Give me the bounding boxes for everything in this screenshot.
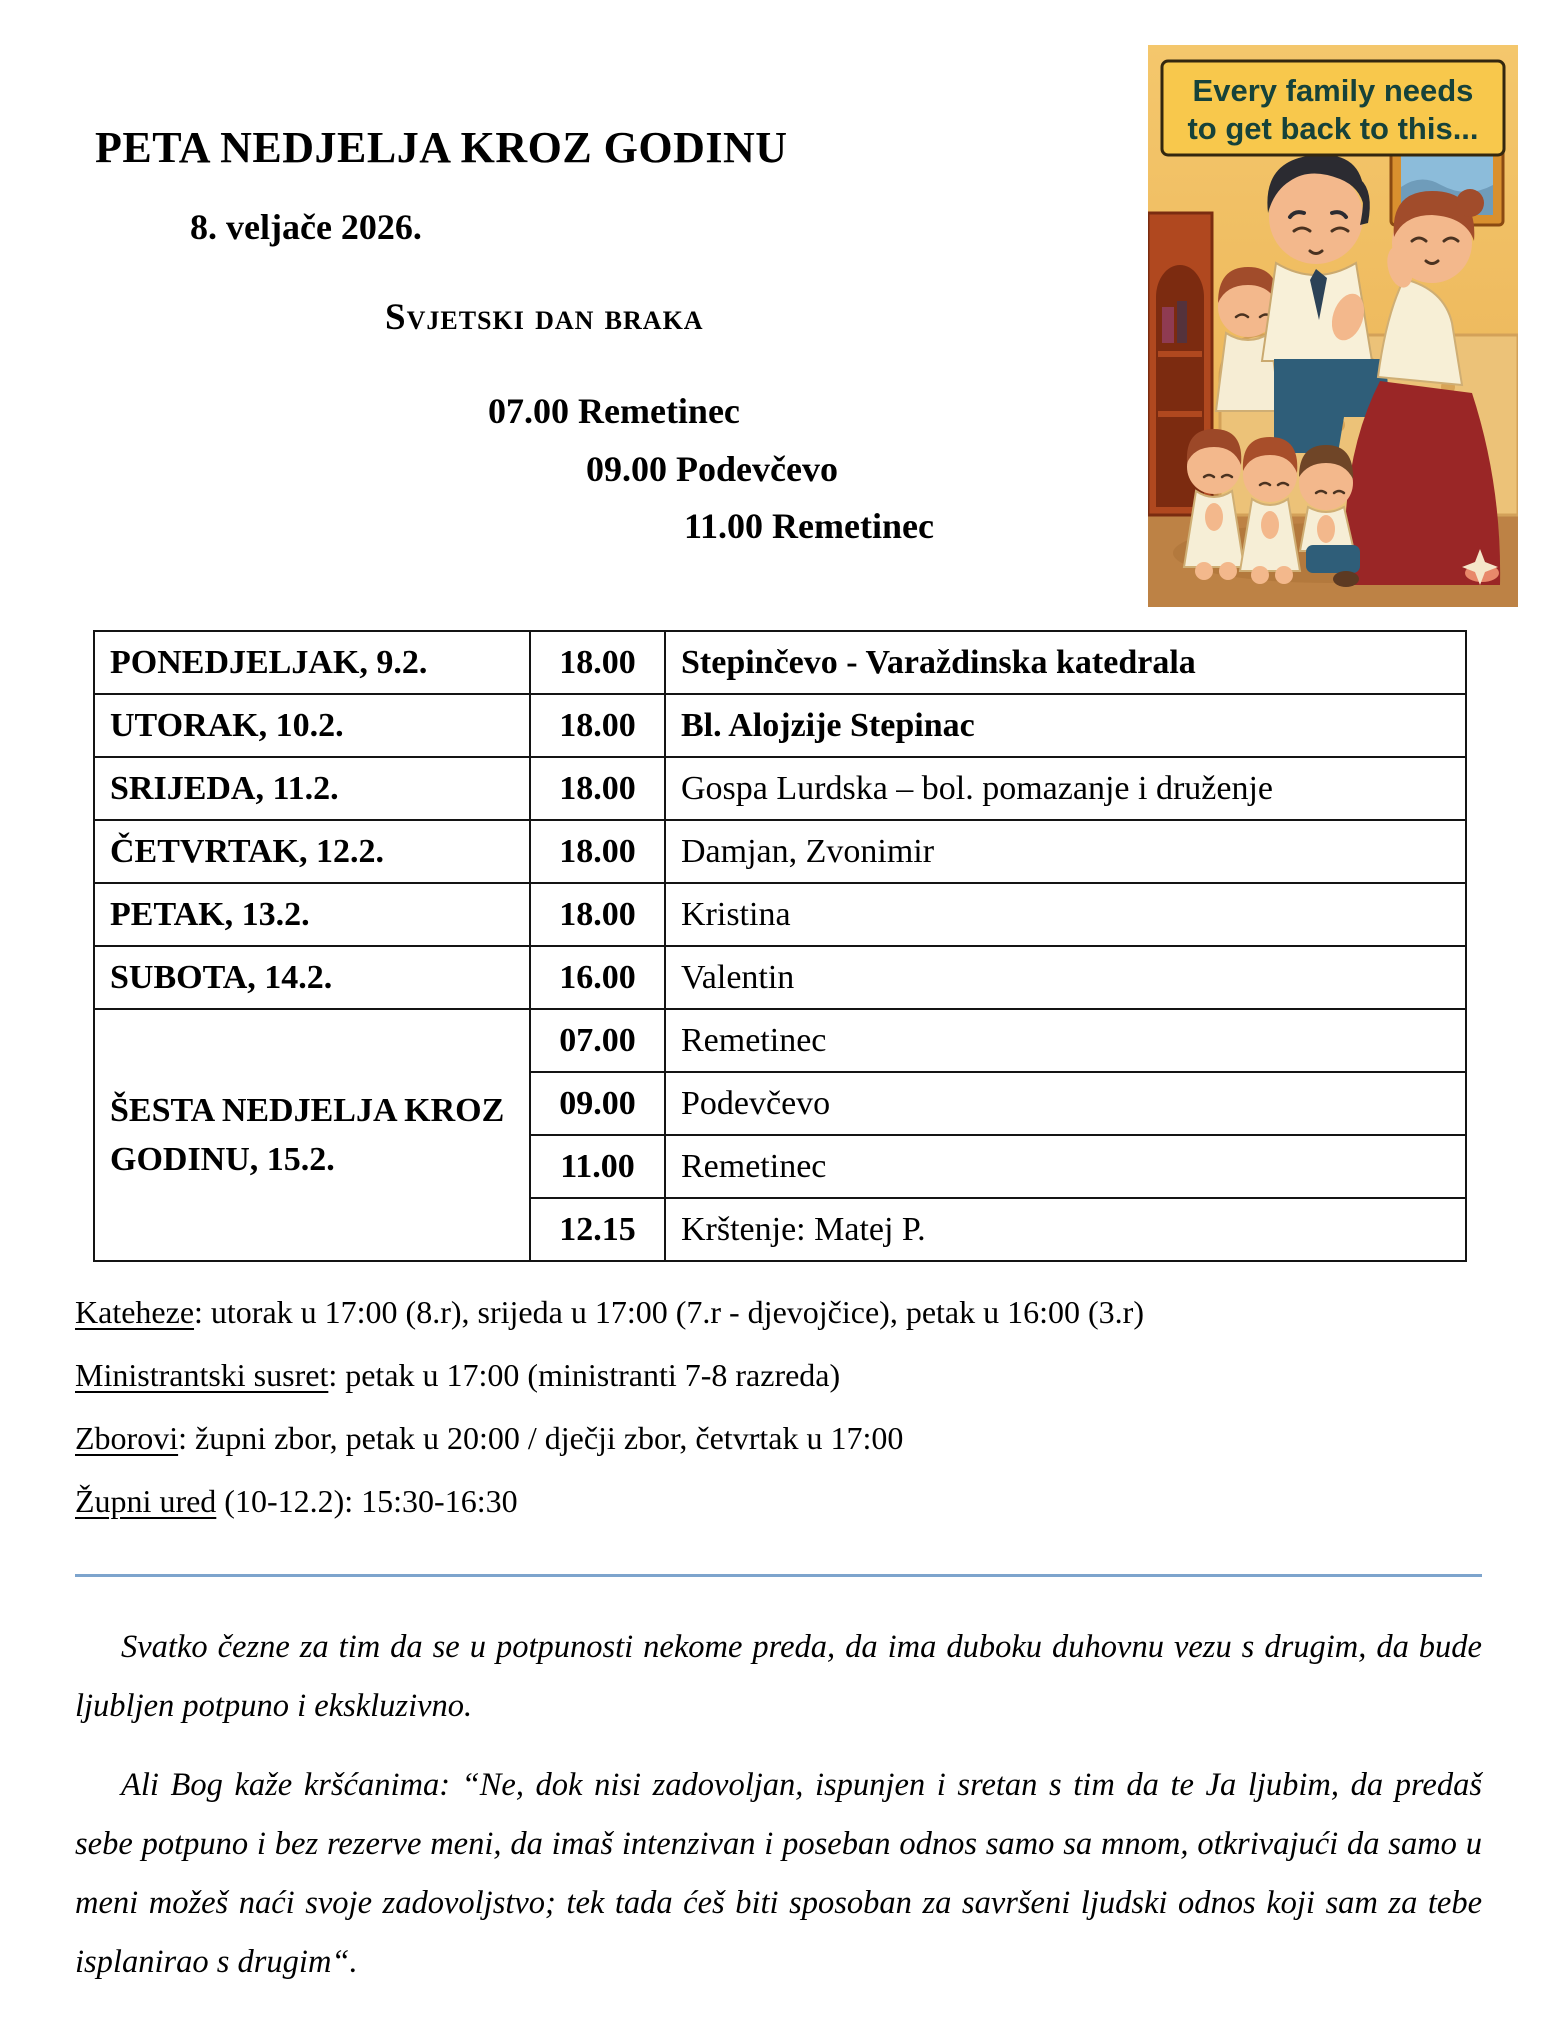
time-cell: 18.00 <box>530 694 665 757</box>
note-text: (10-12.2): 15:30-16:30 <box>216 1483 518 1519</box>
day-cell: UTORAK, 10.2. <box>94 694 530 757</box>
note-text: : petak u 17:00 (ministranti 7-8 razreda) <box>328 1357 841 1393</box>
reflection-paragraph-2: Ali Bog kaže kršćanima: “Ne, dok nisi zadovoljan, ispunjen i sretan s tim da te Ja ljubim, da predaš sebe potpuno i bez rezerve meni, da imaš intenzivan i poseban odnos samo sa mnom, otkrivajući da samo u meni možeš naći svoje zadovoljstvo; tek tada ćeš biti sposoban za savršeni ljudski odnos koji sam za tebe isplanirao s drugim“. <box>75 1767 1482 1980</box>
table-row <box>94 1009 1466 1072</box>
time-cell: 18.00 <box>530 820 665 883</box>
poster-text-line1: Every family needs <box>1192 73 1474 108</box>
desc-cell: Bl. Alojzije Stepinac <box>665 694 1466 757</box>
mass-time: 11.00 <box>684 506 764 546</box>
reflection-paragraph-1: Svatko čezne za tim da se u potpunosti nekome preda, da ima duboku duhovnu vezu s drugim, da bude ljubljen potpuno i ekskluzivno. <box>75 1629 1482 1724</box>
desc-cell: Remetinec <box>665 1135 1466 1198</box>
note-text: : utorak u 17:00 (8.r), srijeda u 17:00 (7.r - djevojčice), petak u 16:00 (3.r) <box>194 1294 1144 1330</box>
time-cell: 18.00 <box>530 757 665 820</box>
table-row <box>94 757 1466 820</box>
note-label: Kateheze <box>75 1294 195 1330</box>
day-cell: SUBOTA, 14.2. <box>94 946 530 1009</box>
time-cell: 18.00 <box>530 631 665 694</box>
note-kateheze <box>75 1294 1144 1331</box>
mass-time-line <box>684 505 934 547</box>
subtitle-world-marriage-day: Svjetski dan braka <box>385 297 704 338</box>
day-cell: PONEDJELJAK, 9.2. <box>94 631 530 694</box>
mass-place: Podevčevo <box>676 449 838 489</box>
desc-cell: Gospa Lurdska – bol. pomazanje i druženje <box>665 757 1466 820</box>
weekly-schedule-table <box>93 630 1467 1262</box>
note-label: Ministrantski susret <box>75 1357 329 1393</box>
table-row <box>94 883 1466 946</box>
note-text: : župni zbor, petak u 20:00 / dječji zbor, četvrtak u 17:00 <box>178 1420 904 1456</box>
desc-cell: Damjan, Zvonimir <box>665 820 1466 883</box>
desc-cell: Krštenje: Matej P. <box>665 1198 1466 1261</box>
time-cell: 18.00 <box>530 883 665 946</box>
family-prayer-poster-image <box>1148 45 1518 607</box>
mass-place: Remetinec <box>772 506 934 546</box>
mass-time-line <box>586 448 838 490</box>
time-cell: 09.00 <box>530 1072 665 1135</box>
mass-time-line <box>488 390 740 432</box>
desc-cell: Podevčevo <box>665 1072 1466 1135</box>
desc-cell: Kristina <box>665 883 1466 946</box>
parish-notes <box>75 1294 1144 1546</box>
day-cell: SRIJEDA, 11.2. <box>94 757 530 820</box>
mass-place: Remetinec <box>578 391 740 431</box>
time-cell: 07.00 <box>530 1009 665 1072</box>
note-label: Zborovi <box>75 1420 179 1456</box>
date-line: 8. veljače 2026. <box>190 207 422 247</box>
table-row <box>94 820 1466 883</box>
time-cell: 16.00 <box>530 946 665 1009</box>
desc-cell: Remetinec <box>665 1009 1466 1072</box>
desc-cell: Valentin <box>665 946 1466 1009</box>
day-cell: PETAK, 13.2. <box>94 883 530 946</box>
note-ministranti <box>75 1357 1144 1394</box>
mass-time: 09.00 <box>586 449 667 489</box>
note-label: Župni ured <box>75 1483 217 1519</box>
table-row <box>94 946 1466 1009</box>
table-row <box>94 694 1466 757</box>
family-prayer-illustration <box>1148 45 1518 607</box>
desc-cell: Stepinčevo - Varaždinska katedrala <box>665 631 1466 694</box>
section-divider <box>75 1574 1482 1577</box>
table-row <box>94 631 1466 694</box>
mass-time: 07.00 <box>488 391 569 431</box>
time-cell: 12.15 <box>530 1198 665 1261</box>
page-title: PETA NEDJELJA KROZ GODINU <box>95 123 788 172</box>
day-cell: ČETVRTAK, 12.2. <box>94 820 530 883</box>
time-cell: 11.00 <box>530 1135 665 1198</box>
note-zupni-ured <box>75 1483 1144 1520</box>
poster-text-line2: to get back to this... <box>1187 111 1479 146</box>
note-zborovi <box>75 1420 1144 1457</box>
reflection-text <box>75 1618 1482 1992</box>
sunday-day-cell: ŠESTA NEDJELJA KROZ GODINU, 15.2. <box>94 1009 530 1261</box>
